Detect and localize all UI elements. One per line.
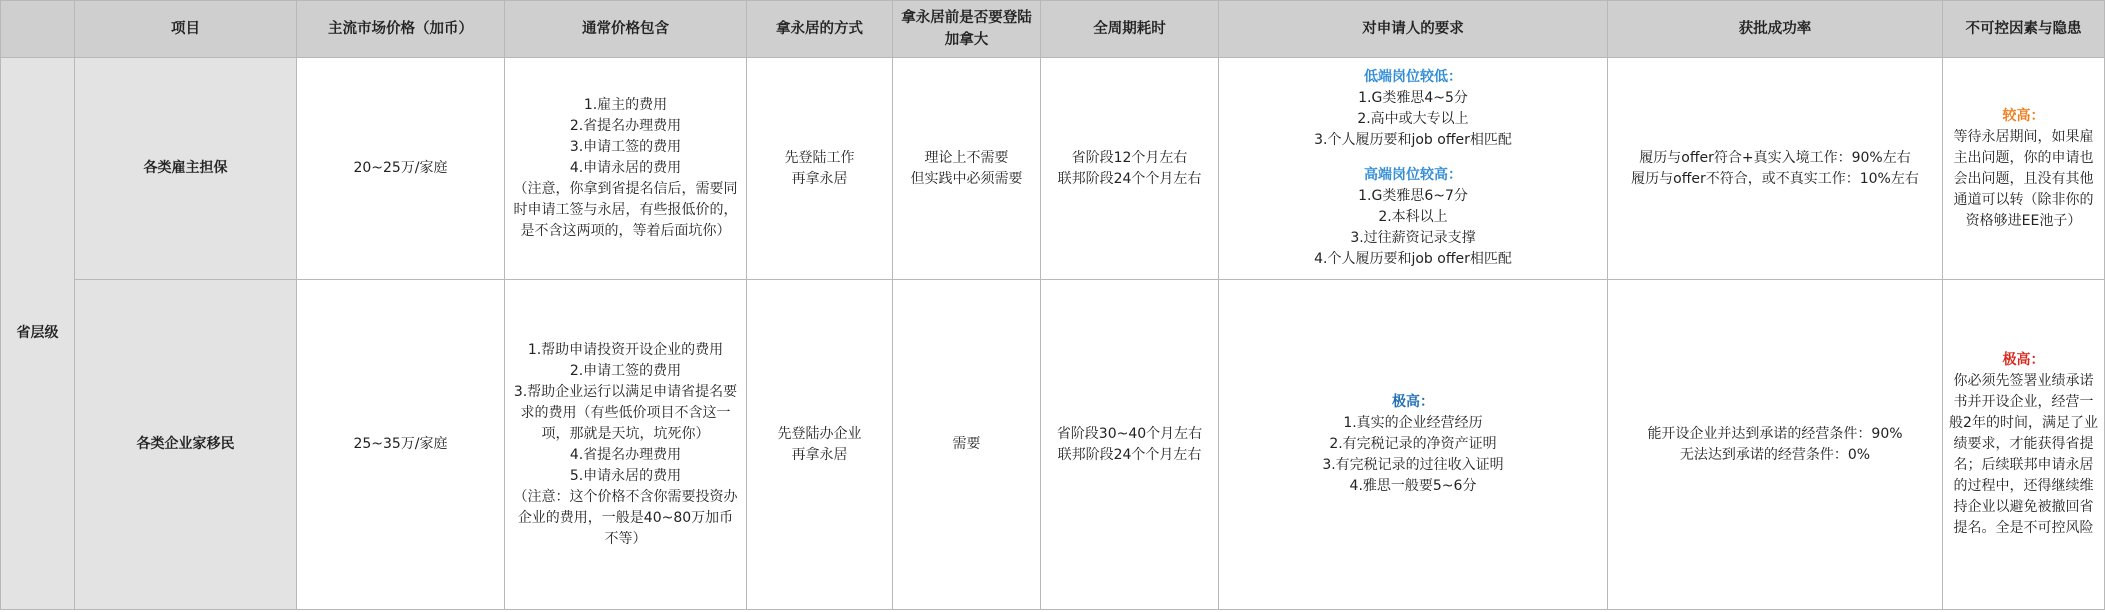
method-cell	[747, 280, 893, 610]
requirements-item: 2.有完税记录的净资产证明	[1329, 436, 1497, 452]
requirements-group-title: 极高：	[1392, 394, 1434, 410]
requirements-cell	[1219, 58, 1608, 280]
header-project: 项目	[75, 1, 297, 58]
header-price: 主流市场价格（加币）	[297, 1, 505, 58]
landing-line: 但实践中必须需要	[910, 170, 1023, 187]
includes-item: 1.雇主的费用	[583, 97, 668, 113]
requirements-item: 4.雅思一般要5~6分	[1349, 478, 1477, 494]
requirements-item: 3.过往薪资记录支撑	[1350, 230, 1476, 246]
requirements-item: 2.本科以上	[1378, 209, 1448, 225]
risk-level: 较高：	[2002, 107, 2045, 124]
includes-cell	[505, 280, 747, 610]
method-cell	[747, 58, 893, 280]
requirements-item: 3.有完税记录的过往收入证明	[1322, 457, 1504, 473]
header-risks: 不可控因素与隐患	[1943, 1, 2105, 58]
table-row	[1, 280, 2105, 610]
success-rate-cell	[1608, 280, 1943, 610]
header-method: 拿永居的方式	[747, 1, 893, 58]
includes-item: 3.申请工签的费用	[569, 139, 682, 155]
header-includes: 通常价格包含	[505, 1, 747, 58]
requirements-cell	[1219, 280, 1608, 610]
success-rate-line: 无法达到承诺的经营条件：0%	[1679, 446, 1871, 463]
success-rate-line: 履历与offer不符合，或不真实工作：10%左右	[1631, 170, 1919, 187]
requirements-item: 4.个人履历要和job offer相匹配	[1314, 251, 1512, 267]
duration-cell	[1041, 280, 1219, 610]
header-landing: 拿永居前是否要登陆加拿大	[893, 1, 1041, 58]
requirements-item: 1.G类雅思6~7分	[1358, 188, 1468, 204]
category-cell: 省层级	[1, 58, 75, 610]
header-requirements: 对申请人的要求	[1219, 1, 1608, 58]
risk-cell	[1943, 280, 2105, 610]
risk-level: 极高：	[2002, 352, 2045, 368]
spacer	[1225, 151, 1601, 165]
table-row	[1, 58, 2105, 280]
price-cell: 20~25万/家庭	[297, 58, 505, 280]
landing-line: 理论上不需要	[924, 149, 1009, 166]
project-name: 各类雇主担保	[75, 58, 297, 280]
includes-item: 3.帮助企业运行以满足申请省提名要求的费用（有些低价项目不含这一项，那就是天坑，坑死你）	[513, 383, 738, 442]
price-cell: 25~35万/家庭	[297, 280, 505, 610]
duration-cell	[1041, 58, 1219, 280]
includes-item: 5.申请永居的费用	[569, 467, 682, 484]
header-success-rate: 获批成功率	[1608, 1, 1943, 58]
method-line: 再拿永居	[791, 446, 848, 463]
includes-item: 4.省提名办理费用	[569, 446, 682, 463]
requirements-group-title: 高端岗位较高：	[1364, 167, 1462, 183]
requirements-item: 2.高中或大专以上	[1357, 111, 1469, 127]
includes-note: （注意，你拿到省提名信后，需要同时申请工签与永居，有些报低价的，是不含这两项的，等着后面坑你）	[513, 181, 738, 239]
includes-item: 4.申请永居的费用	[569, 160, 682, 176]
risk-text: 等待永居期间，如果雇主出问题，你的申请也会出问题，且没有其他通道可以转（除非你的资格够进EE池子）	[1953, 128, 2094, 229]
header-duration: 全周期耗时	[1041, 1, 1219, 58]
risk-text: 你必须先签署业绩承诺书并开设企业，经营一般2年的时间，满足了业绩要求，才能获得省提名；后续联邦申请永居的过程中，还得继续维持企业以避免被撤回省提名。全是不可控风险	[1949, 373, 2098, 536]
method-line: 先登陆工作	[784, 149, 855, 166]
landing-cell	[893, 58, 1041, 280]
duration-line: 省阶段12个月左右	[1071, 149, 1188, 166]
includes-item: 2.省提名办理费用	[569, 118, 682, 134]
method-line: 再拿永居	[791, 170, 848, 187]
requirements-item: 3.个人履历要和job offer相匹配	[1314, 132, 1512, 148]
includes-note: （注意：这个价格不含你需要投资办企业的费用，一般是40~80万加币不等）	[513, 488, 738, 547]
project-name: 各类企业家移民	[75, 280, 297, 610]
risk-cell	[1943, 58, 2105, 280]
requirements-group-title: 低端岗位较低：	[1364, 69, 1462, 85]
success-rate-line: 能开设企业并达到承诺的经营条件：90%	[1647, 425, 1903, 442]
landing-cell	[893, 280, 1041, 610]
header-category	[1, 1, 75, 58]
duration-line: 联邦阶段24个个月左右	[1057, 170, 1202, 187]
method-line: 先登陆办企业	[777, 425, 862, 442]
landing-line: 需要	[952, 436, 981, 452]
includes-item: 2.申请工签的费用	[569, 362, 682, 379]
header-row	[1, 1, 2105, 58]
includes-item: 1.帮助申请投资开设企业的费用	[527, 341, 724, 358]
requirements-item: 1.真实的企业经营经历	[1343, 415, 1483, 431]
duration-line: 省阶段30~40个月左右	[1056, 425, 1203, 442]
includes-cell	[505, 58, 747, 280]
success-rate-cell	[1608, 58, 1943, 280]
duration-line: 联邦阶段24个个月左右	[1057, 446, 1202, 463]
requirements-item: 1.G类雅思4~5分	[1358, 90, 1468, 106]
success-rate-line: 履历与offer符合+真实入境工作：90%左右	[1639, 149, 1911, 166]
